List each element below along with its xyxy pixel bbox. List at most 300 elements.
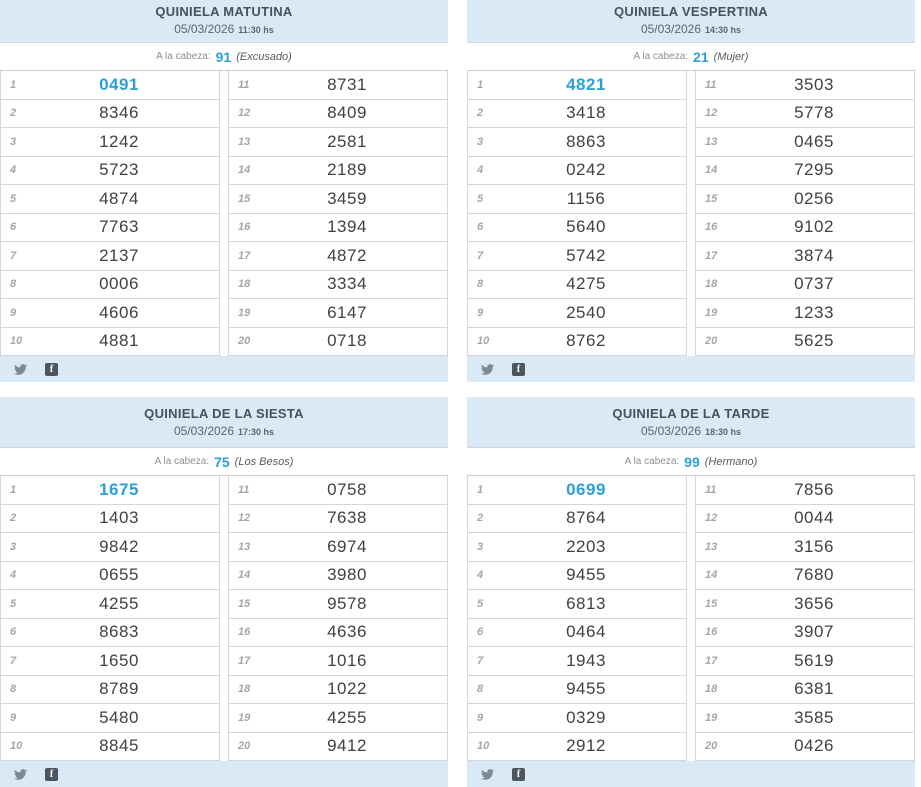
- draw-time: 14:30 hs: [705, 25, 742, 35]
- position-number: 13: [238, 135, 251, 148]
- result-cell: [228, 299, 448, 328]
- position-number: 11: [705, 483, 717, 496]
- position-number: 5: [477, 192, 484, 205]
- position-number: 3: [477, 540, 484, 553]
- position-number: 20: [705, 740, 718, 753]
- position-number: 12: [705, 107, 718, 120]
- winning-number: 1156: [566, 188, 606, 208]
- result-cell: [695, 476, 915, 505]
- winning-number: 5742: [566, 245, 606, 265]
- result-cell: [0, 271, 220, 300]
- result-cell: [467, 328, 687, 357]
- winning-number: 3418: [566, 103, 606, 123]
- result-cell: [228, 128, 448, 157]
- panel-dateline: [0, 424, 448, 438]
- position-number: 19: [238, 711, 251, 724]
- cabeza-name: (Excusado): [236, 50, 292, 63]
- result-cell: [0, 128, 220, 157]
- winning-number: 5480: [99, 707, 139, 727]
- twitter-share-icon[interactable]: [480, 363, 495, 376]
- result-row: [0, 676, 448, 705]
- result-cell: [0, 619, 220, 648]
- position-number: 20: [238, 335, 251, 348]
- winning-number: 5619: [794, 650, 834, 670]
- cabeza-label: A la cabeza:: [156, 51, 211, 62]
- position-number: 1: [10, 78, 17, 91]
- draw-date: 05/03/2026: [640, 424, 702, 438]
- position-number: 13: [238, 540, 251, 553]
- winning-number: 3156: [794, 536, 834, 556]
- result-row: [0, 505, 448, 534]
- position-number: 18: [238, 278, 251, 291]
- position-number: 20: [238, 740, 251, 753]
- winning-number: 0006: [99, 274, 139, 294]
- result-cell: [228, 214, 448, 243]
- position-number: 11: [705, 78, 717, 91]
- winning-number: 6381: [794, 679, 834, 699]
- result-cell: [695, 505, 915, 534]
- result-row: [467, 271, 915, 300]
- position-number: 19: [238, 306, 251, 319]
- results-table: [467, 71, 915, 356]
- position-number: 11: [238, 78, 250, 91]
- position-number: 5: [10, 192, 17, 205]
- winning-number: 2137: [99, 245, 139, 265]
- position-number: 10: [10, 335, 23, 348]
- winning-number: 4255: [99, 593, 139, 613]
- result-row: [467, 185, 915, 214]
- cabeza-name: (Los Besos): [234, 455, 294, 468]
- position-number: 13: [705, 135, 718, 148]
- result-cell: [228, 533, 448, 562]
- result-row: [0, 157, 448, 186]
- winning-number: 0718: [327, 331, 367, 351]
- result-row: [467, 214, 915, 243]
- result-row: [467, 676, 915, 705]
- result-cell: [467, 590, 687, 619]
- position-number: 6: [477, 626, 484, 639]
- result-cell: [0, 299, 220, 328]
- result-row: [467, 157, 915, 186]
- result-row: [467, 533, 915, 562]
- winning-number: 1403: [99, 508, 139, 528]
- result-row: [467, 242, 915, 271]
- twitter-share-icon[interactable]: [13, 363, 28, 376]
- winning-number: 0464: [566, 622, 606, 642]
- winning-number: 1233: [794, 302, 834, 322]
- winning-number: 5625: [794, 331, 834, 351]
- position-number: 4: [10, 164, 17, 177]
- result-row: [0, 71, 448, 100]
- winning-number: 1016: [327, 650, 367, 670]
- panel-title: QUINIELA DE LA SIESTA: [144, 406, 304, 421]
- result-row: [0, 476, 448, 505]
- result-cell: [228, 619, 448, 648]
- winning-number: 8346: [99, 103, 139, 123]
- winning-number: 8409: [327, 103, 367, 123]
- panel-footer: [467, 356, 915, 382]
- result-cell: [228, 476, 448, 505]
- result-cell: [467, 533, 687, 562]
- result-cell: [0, 562, 220, 591]
- result-cell: [467, 185, 687, 214]
- position-number: 2: [10, 107, 17, 120]
- cabeza-label: A la cabeza:: [633, 51, 689, 62]
- position-number: 12: [238, 107, 251, 120]
- position-number: 14: [705, 164, 718, 177]
- position-number: 15: [238, 597, 251, 610]
- result-row: [0, 533, 448, 562]
- position-number: 5: [477, 597, 484, 610]
- result-cell: [695, 590, 915, 619]
- position-number: 16: [705, 626, 718, 639]
- cabeza-label: A la cabeza:: [154, 456, 210, 467]
- position-number: 17: [238, 249, 251, 262]
- winning-number: 8731: [327, 74, 367, 94]
- result-cell: [695, 733, 915, 762]
- position-number: 15: [238, 192, 251, 205]
- result-cell: [695, 299, 915, 328]
- position-number: 20: [705, 335, 718, 348]
- result-cell: [695, 704, 915, 733]
- result-cell: [0, 590, 220, 619]
- position-number: 16: [238, 626, 251, 639]
- facebook-share-icon[interactable]: f: [45, 768, 58, 781]
- winning-number: 9455: [566, 679, 606, 699]
- winning-number: 7295: [794, 160, 834, 180]
- winning-number: 0329: [566, 707, 606, 727]
- panel-dateline: [467, 22, 915, 36]
- cabeza-number: 21: [693, 48, 709, 65]
- winning-number: 3874: [794, 245, 834, 265]
- draw-time: 11:30 hs: [238, 25, 274, 35]
- winning-number: 5723: [99, 160, 139, 180]
- winning-number: 3334: [327, 274, 367, 294]
- winning-number: 0465: [794, 131, 834, 151]
- result-cell: [228, 704, 448, 733]
- position-number: 3: [10, 135, 17, 148]
- result-cell: [695, 533, 915, 562]
- winning-number: 7856: [794, 479, 834, 499]
- result-cell: [695, 185, 915, 214]
- result-cell: [695, 242, 915, 271]
- position-number: 2: [10, 512, 17, 525]
- result-cell: [0, 733, 220, 762]
- result-cell: [228, 590, 448, 619]
- result-cell: [467, 100, 687, 129]
- facebook-share-icon[interactable]: f: [512, 363, 525, 376]
- result-cell: [695, 676, 915, 705]
- result-cell: [695, 71, 915, 100]
- results-table: [0, 476, 448, 761]
- position-number: 19: [705, 711, 718, 724]
- position-number: 17: [705, 249, 718, 262]
- winning-number: 4874: [99, 188, 139, 208]
- result-row: [467, 71, 915, 100]
- winning-number: 6974: [327, 536, 367, 556]
- result-row: [0, 242, 448, 271]
- result-cell: [0, 185, 220, 214]
- winning-number: 8764: [566, 508, 606, 528]
- position-number: 8: [10, 278, 17, 291]
- result-cell: [228, 157, 448, 186]
- position-number: 9: [10, 306, 17, 319]
- cabeza-name: (Hermano): [704, 455, 758, 468]
- position-number: 6: [10, 221, 17, 234]
- position-number: 1: [10, 483, 17, 496]
- result-cell: [0, 71, 220, 100]
- winning-number: 9842: [99, 536, 139, 556]
- result-cell: [467, 71, 687, 100]
- position-number: 8: [477, 278, 484, 291]
- cabeza-row: [467, 447, 915, 476]
- position-number: 18: [705, 683, 718, 696]
- result-cell: [228, 71, 448, 100]
- result-cell: [228, 676, 448, 705]
- result-row: [467, 128, 915, 157]
- result-cell: [695, 271, 915, 300]
- winning-number: 2203: [566, 536, 606, 556]
- position-number: 1: [477, 483, 484, 496]
- position-number: 7: [10, 249, 17, 262]
- position-number: 17: [705, 654, 718, 667]
- position-number: 13: [705, 540, 718, 553]
- winning-number: 8762: [566, 331, 606, 351]
- position-number: 3: [477, 135, 484, 148]
- result-row: [0, 704, 448, 733]
- result-row: [0, 590, 448, 619]
- position-number: 9: [10, 711, 17, 724]
- result-row: [0, 271, 448, 300]
- result-cell: [0, 676, 220, 705]
- winning-number: 9455: [566, 565, 606, 585]
- result-cell: [467, 647, 687, 676]
- result-row: [467, 328, 915, 357]
- result-cell: [228, 562, 448, 591]
- position-number: 16: [238, 221, 251, 234]
- winning-number: 5778: [794, 103, 834, 123]
- result-cell: [467, 476, 687, 505]
- panel-dateline: [467, 424, 915, 438]
- position-number: 7: [477, 654, 484, 667]
- result-row: [467, 590, 915, 619]
- quiniela-panel: [467, 0, 915, 382]
- cabeza-number: 75: [214, 453, 230, 470]
- result-cell: [467, 704, 687, 733]
- result-cell: [695, 157, 915, 186]
- result-cell: [695, 100, 915, 129]
- position-number: 4: [477, 569, 484, 582]
- panel-footer: [0, 356, 448, 382]
- result-row: [0, 128, 448, 157]
- result-row: [0, 562, 448, 591]
- result-cell: [467, 676, 687, 705]
- winning-number: 9412: [327, 736, 367, 756]
- result-cell: [0, 647, 220, 676]
- position-number: 9: [477, 306, 484, 319]
- result-cell: [695, 562, 915, 591]
- draw-time: 18:30 hs: [705, 427, 742, 437]
- result-cell: [0, 533, 220, 562]
- position-number: 18: [705, 278, 718, 291]
- result-row: [467, 476, 915, 505]
- winning-number: 0242: [566, 160, 606, 180]
- panel-title: QUINIELA MATUTINA: [155, 4, 293, 19]
- result-cell: [228, 100, 448, 129]
- cabeza-name: (Mujer): [713, 50, 749, 63]
- facebook-share-icon[interactable]: f: [45, 363, 58, 376]
- result-row: [467, 505, 915, 534]
- position-number: 4: [477, 164, 484, 177]
- winning-number: 4275: [566, 274, 606, 294]
- position-number: 6: [10, 626, 17, 639]
- result-cell: [467, 562, 687, 591]
- position-number: 14: [238, 164, 251, 177]
- result-row: [467, 733, 915, 762]
- result-cell: [228, 505, 448, 534]
- result-row: [467, 619, 915, 648]
- winning-number: 8845: [99, 736, 139, 756]
- winning-number: 2912: [566, 736, 606, 756]
- position-number: 1: [477, 78, 484, 91]
- winning-number-head: 4821: [566, 74, 606, 94]
- winning-number: 2189: [327, 160, 367, 180]
- winning-number: 4881: [99, 331, 139, 351]
- position-number: 14: [705, 569, 718, 582]
- winning-number: 1242: [99, 131, 139, 151]
- result-cell: [467, 271, 687, 300]
- quiniela-panel: [0, 397, 448, 787]
- winning-number-head: 0491: [99, 74, 139, 94]
- position-number: 15: [705, 192, 718, 205]
- panel-header: [467, 0, 915, 42]
- position-number: 15: [705, 597, 718, 610]
- winning-number-head: 1675: [99, 479, 139, 499]
- position-number: 8: [477, 683, 484, 696]
- result-cell: [0, 505, 220, 534]
- position-number: 2: [477, 512, 484, 525]
- position-number: 9: [477, 711, 484, 724]
- cabeza-row: [0, 42, 448, 71]
- winning-number: 3907: [794, 622, 834, 642]
- result-cell: [0, 476, 220, 505]
- facebook-share-icon[interactable]: f: [512, 768, 525, 781]
- winning-number: 3459: [327, 188, 367, 208]
- position-number: 10: [10, 740, 23, 753]
- cabeza-row: [467, 42, 915, 71]
- panel-footer: [467, 761, 915, 787]
- position-number: 18: [238, 683, 251, 696]
- position-number: 12: [238, 512, 251, 525]
- result-cell: [0, 100, 220, 129]
- position-number: 3: [10, 540, 17, 553]
- winning-number: 2581: [327, 131, 367, 151]
- result-cell: [0, 328, 220, 357]
- panel-header: [0, 397, 448, 447]
- winning-number: 3980: [327, 565, 367, 585]
- winning-number: 9578: [327, 593, 367, 613]
- result-row: [0, 185, 448, 214]
- position-number: 12: [705, 512, 718, 525]
- result-cell: [228, 328, 448, 357]
- winning-number: 0044: [794, 508, 834, 528]
- draw-date: 05/03/2026: [174, 22, 235, 36]
- result-cell: [0, 242, 220, 271]
- position-number: 11: [238, 483, 250, 496]
- winning-number: 8683: [99, 622, 139, 642]
- result-cell: [0, 214, 220, 243]
- cabeza-label: A la cabeza:: [624, 456, 680, 467]
- position-number: 2: [477, 107, 484, 120]
- result-cell: [467, 733, 687, 762]
- winning-number: 9102: [794, 217, 834, 237]
- result-cell: [228, 242, 448, 271]
- winning-number: 2540: [566, 302, 606, 322]
- winning-number: 7763: [99, 217, 139, 237]
- twitter-share-icon[interactable]: [13, 768, 28, 781]
- winning-number: 5640: [566, 217, 606, 237]
- result-cell: [695, 214, 915, 243]
- winning-number: 0426: [794, 736, 834, 756]
- winning-number: 1650: [99, 650, 139, 670]
- result-row: [0, 299, 448, 328]
- winning-number: 0655: [99, 565, 139, 585]
- result-row: [0, 328, 448, 357]
- cabeza-row: [0, 447, 448, 476]
- panel-title: QUINIELA DE LA TARDE: [612, 406, 770, 421]
- result-cell: [467, 505, 687, 534]
- position-number: 16: [705, 221, 718, 234]
- result-row: [0, 733, 448, 762]
- result-row: [0, 100, 448, 129]
- winning-number-head: 0699: [566, 479, 606, 499]
- results-table: [0, 71, 448, 356]
- result-cell: [695, 328, 915, 357]
- winning-number: 1394: [327, 217, 367, 237]
- position-number: 8: [10, 683, 17, 696]
- draw-date: 05/03/2026: [640, 22, 702, 36]
- result-cell: [695, 619, 915, 648]
- winning-number: 7638: [327, 508, 367, 528]
- twitter-share-icon[interactable]: [480, 768, 495, 781]
- result-row: [0, 619, 448, 648]
- result-cell: [228, 185, 448, 214]
- position-number: 17: [238, 654, 251, 667]
- result-cell: [0, 157, 220, 186]
- draw-date: 05/03/2026: [173, 424, 235, 438]
- result-cell: [695, 128, 915, 157]
- result-cell: [467, 157, 687, 186]
- winning-number: 0758: [327, 479, 367, 499]
- result-row: [467, 100, 915, 129]
- quiniela-panel: [0, 0, 448, 382]
- panel-header: [467, 397, 915, 447]
- winning-number: 0737: [794, 274, 834, 294]
- winning-number: 1943: [566, 650, 606, 670]
- position-number: 7: [10, 654, 17, 667]
- winning-number: 7680: [794, 565, 834, 585]
- result-row: [0, 214, 448, 243]
- result-row: [467, 299, 915, 328]
- winning-number: 4606: [99, 302, 139, 322]
- position-number: 7: [477, 249, 484, 262]
- position-number: 10: [477, 335, 490, 348]
- result-cell: [467, 299, 687, 328]
- result-cell: [467, 242, 687, 271]
- winning-number: 0256: [794, 188, 834, 208]
- results-table: [467, 476, 915, 761]
- winning-number: 3503: [794, 74, 834, 94]
